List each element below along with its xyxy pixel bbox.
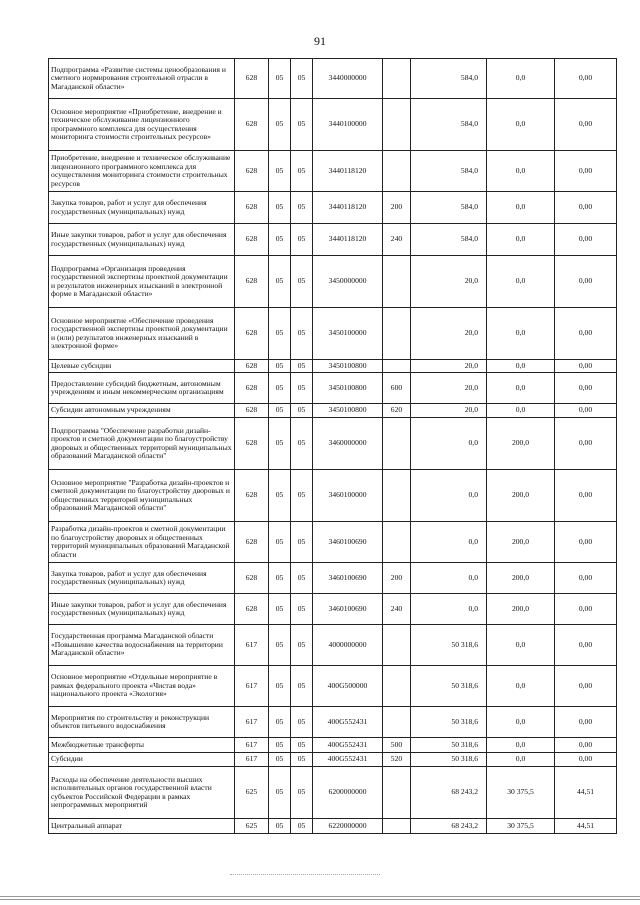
row-name: Подпрограмма "Обеспечение разработки дизайн-проектов и сметной документации по благоустройству дворовых и общественных территорий муниципальных образований Магаданской области" xyxy=(49,418,235,470)
table-row xyxy=(49,192,617,224)
row-rz: 05 xyxy=(269,256,291,308)
row-amount-2: 0,0 xyxy=(487,99,555,151)
row-pr: 05 xyxy=(291,59,313,99)
row-name: Основное мероприятие «Приобретение, внедрение и техническое обслуживание лицензионного программного комплекса для осуществления мониторинга стоимости строительных ресурсов» xyxy=(49,99,235,151)
table-row xyxy=(49,404,617,418)
row-rz: 05 xyxy=(269,753,291,767)
row-amount-1: 50 318,6 xyxy=(411,753,487,767)
row-rz: 05 xyxy=(269,224,291,256)
row-amount-2: 200,0 xyxy=(487,470,555,522)
row-rz: 05 xyxy=(269,308,291,360)
row-csr: 3440118120 xyxy=(313,151,383,192)
row-vr xyxy=(383,418,411,470)
row-amount-3: 0,00 xyxy=(555,594,617,625)
row-rz: 05 xyxy=(269,594,291,625)
row-name: Разработка дизайн-проектов и сметной документации по благоустройству дворовых и общественных территорий муниципальных образований Магаданской области xyxy=(49,522,235,563)
row-amount-1: 0,0 xyxy=(411,563,487,594)
table-row xyxy=(49,224,617,256)
row-amount-1: 584,0 xyxy=(411,151,487,192)
row-ved: 628 xyxy=(235,224,269,256)
row-rz: 05 xyxy=(269,666,291,707)
row-rz: 05 xyxy=(269,767,291,819)
row-amount-3: 0,00 xyxy=(555,563,617,594)
row-name: Государственная программа Магаданской области «Повышение качества водоснабжения на территории Магаданской области» xyxy=(49,625,235,666)
row-vr xyxy=(383,819,411,834)
row-vr xyxy=(383,360,411,373)
row-name: Приобретение, внедрение и техническое обслуживание лицензионного программного комплекса для осуществления мониторинга стоимости строительных ресурсов xyxy=(49,151,235,192)
row-amount-2: 0,0 xyxy=(487,192,555,224)
table-row xyxy=(49,360,617,373)
budget-table xyxy=(48,58,617,834)
row-csr: 400G552431 xyxy=(313,738,383,753)
row-vr xyxy=(383,151,411,192)
row-ved: 628 xyxy=(235,99,269,151)
row-amount-3: 0,00 xyxy=(555,418,617,470)
row-pr: 05 xyxy=(291,224,313,256)
row-pr: 05 xyxy=(291,151,313,192)
page-bottom-rule xyxy=(0,896,640,897)
row-amount-2: 200,0 xyxy=(487,563,555,594)
table-row xyxy=(49,99,617,151)
row-amount-1: 50 318,6 xyxy=(411,666,487,707)
row-ved: 628 xyxy=(235,151,269,192)
row-amount-3: 0,00 xyxy=(555,753,617,767)
row-ved: 628 xyxy=(235,59,269,99)
row-name: Закупка товаров, работ и услуг для обеспечения государственных (муниципальных) нужд xyxy=(49,192,235,224)
table-row xyxy=(49,738,617,753)
row-amount-1: 50 318,6 xyxy=(411,738,487,753)
row-pr: 05 xyxy=(291,522,313,563)
row-ved: 628 xyxy=(235,308,269,360)
row-pr: 05 xyxy=(291,373,313,404)
row-vr: 520 xyxy=(383,753,411,767)
margin-mark xyxy=(230,874,380,875)
row-vr: 600 xyxy=(383,373,411,404)
row-amount-1: 584,0 xyxy=(411,99,487,151)
row-amount-3: 0,00 xyxy=(555,522,617,563)
row-csr: 3460000000 xyxy=(313,418,383,470)
row-amount-2: 30 375,5 xyxy=(487,767,555,819)
row-ved: 617 xyxy=(235,625,269,666)
row-vr: 620 xyxy=(383,404,411,418)
row-name: Расходы на обеспечение деятельности высших исполнительных органов государственной власти субъектов Российской Федерации в рамках непрограммных мероприятий xyxy=(49,767,235,819)
row-amount-1: 50 318,6 xyxy=(411,707,487,738)
row-csr: 400G552431 xyxy=(313,753,383,767)
row-vr xyxy=(383,666,411,707)
row-name: Центральный аппарат xyxy=(49,819,235,834)
row-vr xyxy=(383,625,411,666)
row-amount-2: 0,0 xyxy=(487,256,555,308)
row-vr: 240 xyxy=(383,224,411,256)
row-amount-2: 0,0 xyxy=(487,666,555,707)
row-csr: 6200000000 xyxy=(313,767,383,819)
row-amount-3: 44,51 xyxy=(555,767,617,819)
row-rz: 05 xyxy=(269,418,291,470)
row-rz: 05 xyxy=(269,819,291,834)
row-amount-3: 0,00 xyxy=(555,360,617,373)
row-csr: 400G500000 xyxy=(313,666,383,707)
row-pr: 05 xyxy=(291,819,313,834)
table-row xyxy=(49,418,617,470)
row-vr xyxy=(383,522,411,563)
row-name: Подпрограмма «Организация проведения государственной экспертизы проектной документации и результатов инженерных изысканий в электронной форме в Магаданской области» xyxy=(49,256,235,308)
row-name: Основное мероприятие «Обеспечение проведения государственной экспертизы проектной документации и (или) результатов инженерных изысканий в электронной форме» xyxy=(49,308,235,360)
row-amount-1: 584,0 xyxy=(411,224,487,256)
row-name: Целевые субсидии xyxy=(49,360,235,373)
row-vr xyxy=(383,256,411,308)
row-amount-1: 0,0 xyxy=(411,522,487,563)
row-csr: 3450100800 xyxy=(313,404,383,418)
row-vr: 240 xyxy=(383,594,411,625)
row-rz: 05 xyxy=(269,625,291,666)
row-name: Мероприятия по строительству и реконструкции объектов питьевого водоснабжения xyxy=(49,707,235,738)
row-amount-2: 0,0 xyxy=(487,625,555,666)
row-name: Основное мероприятие «Отдельные мероприятие в рамках федерального проекта «Чистая вода» национального проекта «Экология» xyxy=(49,666,235,707)
row-csr: 3450100000 xyxy=(313,308,383,360)
row-amount-1: 0,0 xyxy=(411,594,487,625)
row-amount-2: 200,0 xyxy=(487,594,555,625)
row-vr xyxy=(383,99,411,151)
row-csr: 3450100800 xyxy=(313,360,383,373)
row-amount-1: 20,0 xyxy=(411,256,487,308)
table-row xyxy=(49,594,617,625)
row-csr: 3440118120 xyxy=(313,224,383,256)
row-amount-2: 30 375,5 xyxy=(487,819,555,834)
row-ved: 628 xyxy=(235,522,269,563)
row-rz: 05 xyxy=(269,522,291,563)
table-row xyxy=(49,470,617,522)
row-ved: 617 xyxy=(235,738,269,753)
row-amount-1: 20,0 xyxy=(411,308,487,360)
row-amount-3: 0,00 xyxy=(555,666,617,707)
row-amount-1: 0,0 xyxy=(411,418,487,470)
row-vr xyxy=(383,59,411,99)
row-amount-3: 0,00 xyxy=(555,224,617,256)
row-csr: 3450000000 xyxy=(313,256,383,308)
table-row xyxy=(49,753,617,767)
row-name: Субсидии автономным учреждениям xyxy=(49,404,235,418)
row-amount-3: 0,00 xyxy=(555,151,617,192)
table-row xyxy=(49,767,617,819)
table-row xyxy=(49,625,617,666)
row-pr: 05 xyxy=(291,666,313,707)
row-ved: 628 xyxy=(235,470,269,522)
table-row xyxy=(49,151,617,192)
row-ved: 625 xyxy=(235,819,269,834)
row-rz: 05 xyxy=(269,738,291,753)
row-ved: 628 xyxy=(235,192,269,224)
row-ved: 628 xyxy=(235,404,269,418)
row-amount-2: 0,0 xyxy=(487,151,555,192)
row-vr: 500 xyxy=(383,738,411,753)
row-ved: 628 xyxy=(235,563,269,594)
row-amount-1: 68 243,2 xyxy=(411,819,487,834)
row-amount-1: 68 243,2 xyxy=(411,767,487,819)
row-rz: 05 xyxy=(269,59,291,99)
row-amount-3: 0,00 xyxy=(555,59,617,99)
row-ved: 625 xyxy=(235,767,269,819)
row-amount-2: 200,0 xyxy=(487,418,555,470)
row-amount-3: 0,00 xyxy=(555,404,617,418)
row-amount-2: 0,0 xyxy=(487,707,555,738)
row-amount-1: 20,0 xyxy=(411,360,487,373)
row-ved: 628 xyxy=(235,594,269,625)
row-csr: 3460100000 xyxy=(313,470,383,522)
row-vr xyxy=(383,707,411,738)
table-row xyxy=(49,373,617,404)
row-pr: 05 xyxy=(291,753,313,767)
row-amount-1: 0,0 xyxy=(411,470,487,522)
row-rz: 05 xyxy=(269,360,291,373)
row-rz: 05 xyxy=(269,563,291,594)
row-csr: 3440118120 xyxy=(313,192,383,224)
row-pr: 05 xyxy=(291,594,313,625)
row-rz: 05 xyxy=(269,470,291,522)
row-name: Подпрограмма «Развитие системы ценообразования и сметного нормирования строительной отрасли в Магаданской области» xyxy=(49,59,235,99)
table-row xyxy=(49,308,617,360)
row-csr: 4000000000 xyxy=(313,625,383,666)
row-rz: 05 xyxy=(269,99,291,151)
row-amount-3: 0,00 xyxy=(555,192,617,224)
table-row xyxy=(49,666,617,707)
row-pr: 05 xyxy=(291,767,313,819)
row-csr: 3460100690 xyxy=(313,522,383,563)
row-pr: 05 xyxy=(291,738,313,753)
row-vr xyxy=(383,308,411,360)
row-amount-1: 584,0 xyxy=(411,59,487,99)
row-ved: 617 xyxy=(235,666,269,707)
row-pr: 05 xyxy=(291,99,313,151)
row-amount-1: 20,0 xyxy=(411,404,487,418)
row-amount-3: 0,00 xyxy=(555,625,617,666)
row-vr xyxy=(383,470,411,522)
row-csr: 3450100800 xyxy=(313,373,383,404)
row-pr: 05 xyxy=(291,404,313,418)
row-amount-3: 0,00 xyxy=(555,738,617,753)
table-row xyxy=(49,256,617,308)
row-amount-1: 20,0 xyxy=(411,373,487,404)
row-amount-3: 0,00 xyxy=(555,99,617,151)
row-rz: 05 xyxy=(269,373,291,404)
row-amount-2: 0,0 xyxy=(487,224,555,256)
row-ved: 617 xyxy=(235,707,269,738)
row-amount-2: 0,0 xyxy=(487,373,555,404)
row-amount-3: 0,00 xyxy=(555,308,617,360)
row-pr: 05 xyxy=(291,360,313,373)
row-pr: 05 xyxy=(291,256,313,308)
row-amount-3: 0,00 xyxy=(555,256,617,308)
table-row xyxy=(49,563,617,594)
row-csr: 3440100000 xyxy=(313,99,383,151)
table-row xyxy=(49,707,617,738)
row-vr xyxy=(383,767,411,819)
row-amount-2: 200,0 xyxy=(487,522,555,563)
row-ved: 628 xyxy=(235,256,269,308)
row-csr: 3440000000 xyxy=(313,59,383,99)
row-ved: 628 xyxy=(235,373,269,404)
row-rz: 05 xyxy=(269,404,291,418)
row-amount-2: 0,0 xyxy=(487,360,555,373)
row-name: Иные закупки товаров, работ и услуг для обеспечения государственных (муниципальных) нужд xyxy=(49,594,235,625)
row-amount-2: 0,0 xyxy=(487,404,555,418)
row-rz: 05 xyxy=(269,151,291,192)
row-amount-2: 0,0 xyxy=(487,738,555,753)
row-name: Субсидии xyxy=(49,753,235,767)
row-ved: 617 xyxy=(235,753,269,767)
row-amount-1: 50 318,6 xyxy=(411,625,487,666)
table-row xyxy=(49,522,617,563)
row-rz: 05 xyxy=(269,192,291,224)
page-bottom-rule-2 xyxy=(0,899,640,900)
row-pr: 05 xyxy=(291,470,313,522)
row-amount-2: 0,0 xyxy=(487,308,555,360)
row-pr: 05 xyxy=(291,563,313,594)
row-csr: 400G552431 xyxy=(313,707,383,738)
row-amount-2: 0,0 xyxy=(487,753,555,767)
row-amount-2: 0,0 xyxy=(487,59,555,99)
row-amount-3: 0,00 xyxy=(555,373,617,404)
row-pr: 05 xyxy=(291,707,313,738)
row-pr: 05 xyxy=(291,418,313,470)
row-pr: 05 xyxy=(291,308,313,360)
row-rz: 05 xyxy=(269,707,291,738)
row-name: Межбюджетные трансферты xyxy=(49,738,235,753)
page-number: 91 xyxy=(314,34,326,48)
row-csr: 6220000000 xyxy=(313,819,383,834)
row-amount-3: 0,00 xyxy=(555,707,617,738)
row-pr: 05 xyxy=(291,625,313,666)
row-ved: 628 xyxy=(235,360,269,373)
row-name: Закупка товаров, работ и услуг для обеспечения государственных (муниципальных) нужд xyxy=(49,563,235,594)
table-row xyxy=(49,819,617,834)
row-vr: 200 xyxy=(383,563,411,594)
row-amount-3: 0,00 xyxy=(555,470,617,522)
row-name: Основное мероприятие "Разработка дизайн-проектов и сметной документации по благоустройству дворовых и общественных территорий муниципальных образований Магаданской области" xyxy=(49,470,235,522)
row-name: Предоставление субсидий бюджетным, автономным учреждениям и иным некоммерческим организациям xyxy=(49,373,235,404)
row-amount-1: 584,0 xyxy=(411,192,487,224)
table-row xyxy=(49,59,617,99)
row-csr: 3460100690 xyxy=(313,594,383,625)
row-pr: 05 xyxy=(291,192,313,224)
row-name: Иные закупки товаров, работ и услуг для обеспечения государственных (муниципальных) нужд xyxy=(49,224,235,256)
row-csr: 3460100690 xyxy=(313,563,383,594)
row-amount-3: 44,51 xyxy=(555,819,617,834)
row-vr: 200 xyxy=(383,192,411,224)
row-ved: 628 xyxy=(235,418,269,470)
